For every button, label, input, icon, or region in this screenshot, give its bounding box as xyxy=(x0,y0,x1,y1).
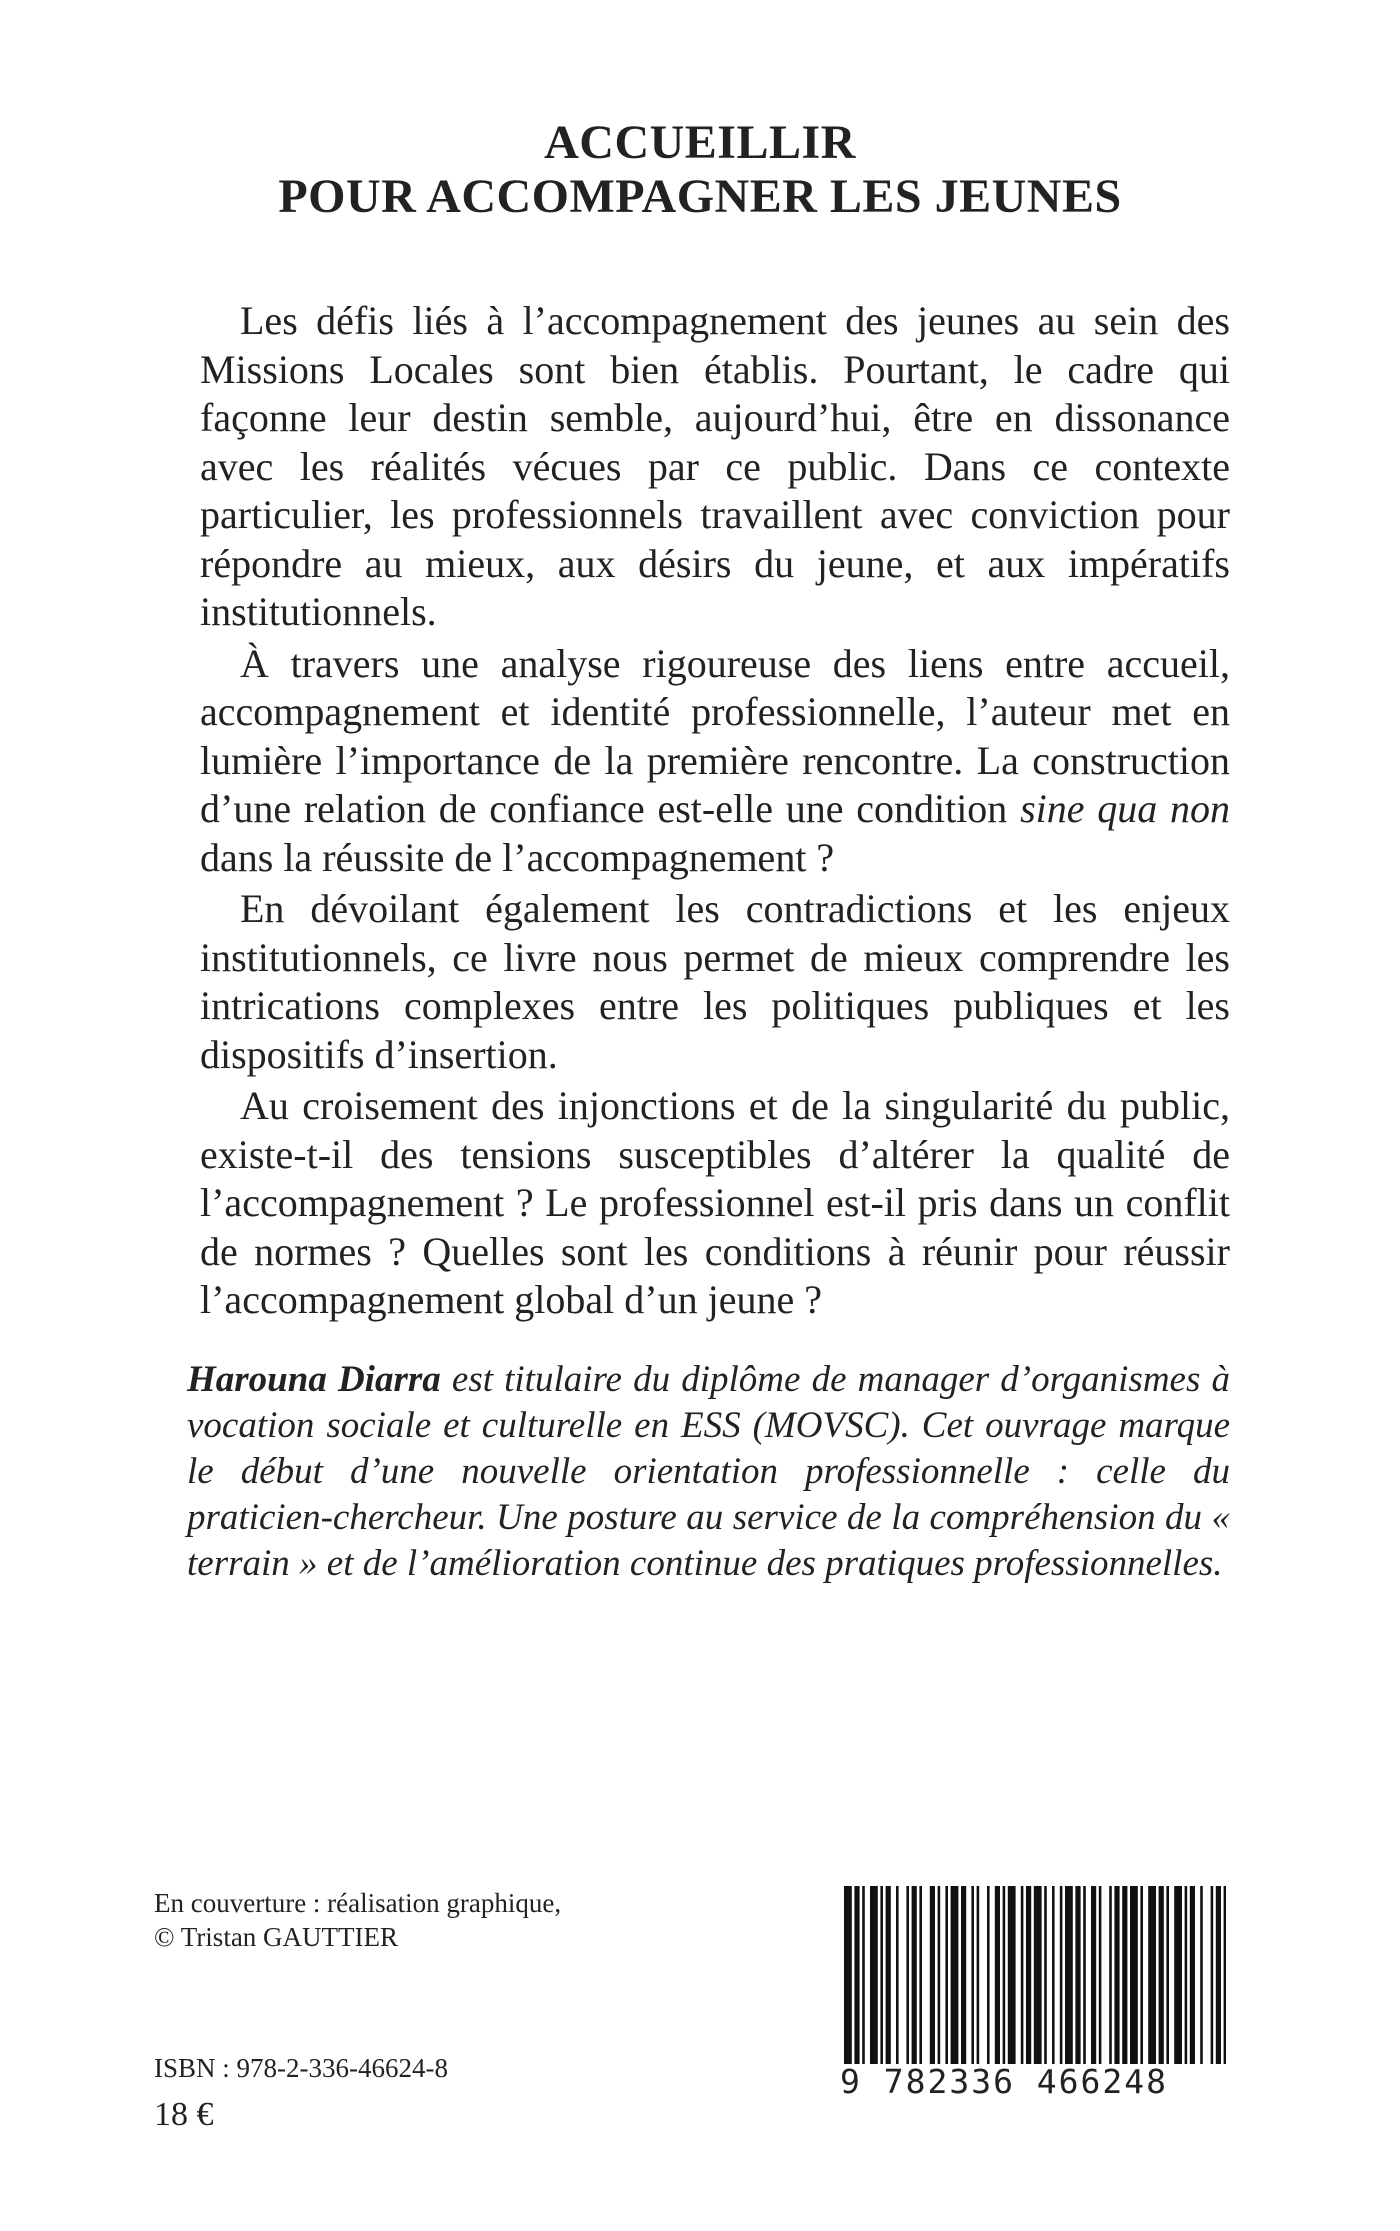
barcode-bar xyxy=(1091,1886,1096,2064)
blurb-paragraph-3: En dévoilant également les contradictions et les enjeux institutionnels, ce livre nous permet de mieux comprendre les intrications complexes entre les politiques publiques et les dispositifs d’insertion. xyxy=(200,886,1230,1077)
barcode-bar xyxy=(1109,1886,1112,2064)
barcode-bar xyxy=(1065,1886,1073,2064)
author-bio xyxy=(187,1357,1230,1587)
barcode-bar xyxy=(1130,1886,1138,2064)
barcode-bar xyxy=(995,1886,1000,2064)
barcode-bar xyxy=(919,1886,922,2064)
barcode-bar xyxy=(880,1886,883,2064)
barcode-bar xyxy=(844,1886,852,2064)
barcode-bar xyxy=(886,1886,891,2064)
barcode-bar xyxy=(1185,1886,1188,2064)
cover-credits xyxy=(154,1886,561,1954)
barcode-bar xyxy=(862,1886,865,2064)
blurb-paragraph-1: Les défis liés à l’accompagnement des jeunes au sein des Missions Locales sont bien établis. Pourtant, le cadre qui façonne leur destin semble, aujourd’hui, être en dissonance avec les réalités vécues par ce public. Dans ce contexte particulier, les professionnels travaillent avec conviction pour répondre au mieux, aux désirs du jeune, et aux impératifs institutionnels. xyxy=(200,298,1230,634)
barcode-bar xyxy=(1140,1886,1143,2064)
barcode-bar xyxy=(1190,1886,1195,2064)
barcode-bar xyxy=(1122,1886,1127,2064)
barcode-bar xyxy=(1060,1886,1063,2064)
barcode-bar xyxy=(930,1886,935,2064)
barcode-bar xyxy=(1034,1886,1042,2064)
barcode-bar xyxy=(854,1886,859,2064)
isbn: ISBN : 978-2-336-46624-8 xyxy=(154,2053,448,2083)
barcode-bar xyxy=(912,1886,917,2064)
barcode-bar xyxy=(1200,1886,1203,2064)
blurb-paragraph-4: Au croisement des injonctions et de la singularité du public, existe-t-il des tensions susceptibles d’altérer la qualité de l’accompagnement ? Le professionnel est-il pris dans un conflit de normes ? Quelles sont les conditions à réunir pour réussir l’accompagnement global d’un jeune ? xyxy=(200,1083,1230,1322)
barcode-bar xyxy=(870,1886,878,2064)
barcode-bar xyxy=(1099,1886,1102,2064)
barcode-bar xyxy=(987,1886,990,2064)
latin-phrase: sine qua non xyxy=(1020,786,1231,831)
barcode-bar xyxy=(1008,1886,1016,2064)
barcode-bar xyxy=(945,1886,948,2064)
barcode-bar xyxy=(1075,1886,1080,2064)
barcode-bar xyxy=(1003,1886,1006,2064)
barcode-bar xyxy=(951,1886,959,2064)
barcode-digits: 9 782336 466248 xyxy=(840,2062,1169,2101)
barcode-bars xyxy=(840,1886,1230,2086)
barcode-bar xyxy=(1083,1886,1086,2064)
barcode-bar xyxy=(938,1886,941,2064)
blurb-paragraph-2: À travers une analyse rigoureuse des liens entre accueil, accompagnement et identité professionnelle, l’auteur met en lumière l’importance de la première rencontre. La construction d’une relation de confiance est-elle une condition sine qua non dans la réussite de l’accompagnement ? xyxy=(200,640,1231,880)
barcode-bar xyxy=(1026,1886,1031,2064)
barcode-bar xyxy=(1211,1886,1214,2064)
barcode-bar xyxy=(1148,1886,1156,2064)
author-name: Harouna Diarra xyxy=(187,1359,441,1400)
author-bio-text: est titulaire du diplôme de manager d’organismes à vocation sociale et culturelle en ESS (MOVSC). Cet ouvrage marque le début d’une nouvelle orientation professionnelle : celle du praticien-chercheur. Une posture au service de la compréhension du « terrain » et de l’amélioration continue des pratiques professionnelles. xyxy=(187,1359,1230,1584)
barcode-bar xyxy=(1174,1886,1182,2064)
book-title-line-2: POUR ACCOMPAGNER LES JEUNES xyxy=(278,170,1122,223)
price: 18 € xyxy=(154,2096,214,2133)
barcode-bar xyxy=(1114,1886,1119,2064)
barcode-bar xyxy=(961,1886,966,2064)
barcode-bar xyxy=(1159,1886,1164,2064)
barcode-bar xyxy=(1166,1886,1169,2064)
barcode-bar xyxy=(896,1886,899,2064)
barcode-bar xyxy=(971,1886,974,2064)
barcode xyxy=(840,1886,1230,2136)
book-title-line-1: ACCUEILLIR xyxy=(544,116,856,169)
cover-credit-line-1: En couverture : réalisation graphique, xyxy=(154,1888,562,1918)
barcode-bar xyxy=(1021,1886,1024,2064)
blurb xyxy=(200,297,1230,1328)
barcode-bar xyxy=(1224,1886,1226,2064)
barcode-bar xyxy=(906,1886,909,2064)
cover-credit-line-2: © Tristan GAUTTIER xyxy=(154,1922,399,1952)
barcode-bar xyxy=(1052,1886,1055,2064)
barcode-bar xyxy=(977,1886,980,2064)
barcode-bar xyxy=(1044,1886,1047,2064)
barcode-bar xyxy=(1216,1886,1221,2064)
